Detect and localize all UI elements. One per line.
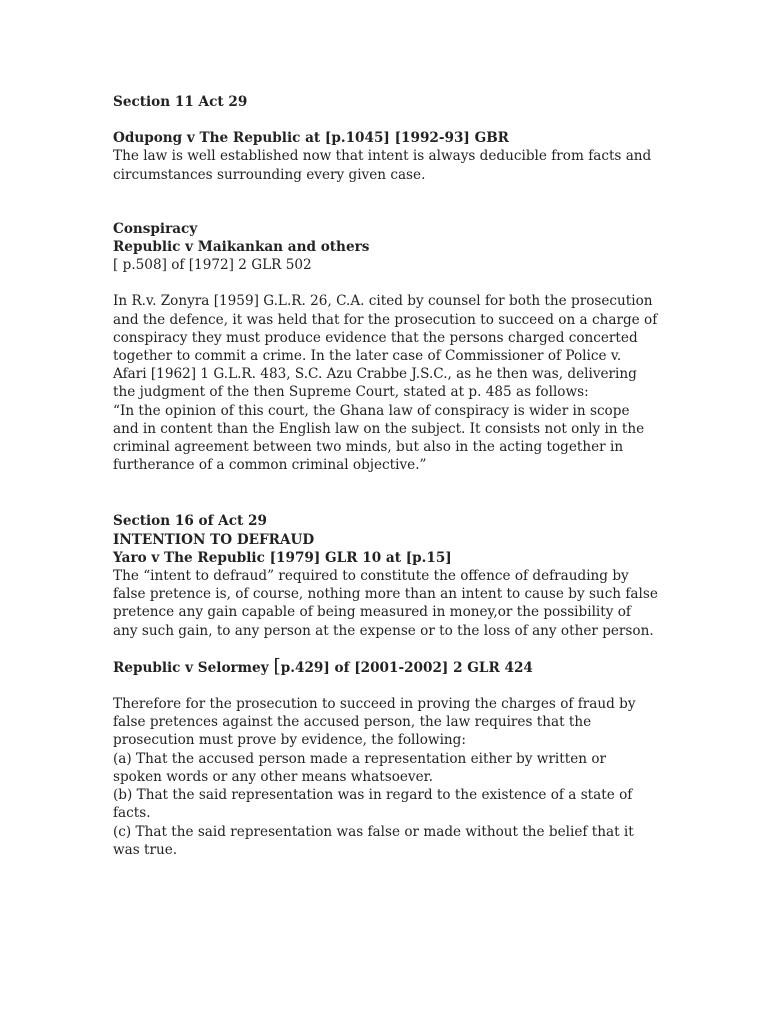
intention-heading: INTENTION TO DEFRAUD bbox=[113, 531, 315, 548]
list-item-b: (b) That the said representation was in regard to the existence of a state of facts. bbox=[113, 787, 633, 822]
odupong-case-title: Odupong v The Republic at [p.1045] [1992-93] GBR bbox=[113, 130, 509, 147]
odupong-paragraph: The law is well established now that intent is always deducible from facts and circumstances surrounding every given case. bbox=[113, 148, 652, 183]
section-11-heading: Section 11 Act 29 bbox=[113, 94, 248, 110]
yaro-case-title: Yaro v The Republic [1979] GLR 10 at [p.15] bbox=[113, 549, 452, 566]
yaro-paragraph: The “intent to defraud” required to constitute the offence of defrauding by false pretence is, of course, nothing more than an intent to cause by such false pretence any gain capable of being measured in money,or the possibility of any such gain, to any person at the expense or to the loss of any other person. bbox=[113, 568, 658, 639]
maikankan-citation: [ p.508] of [1972] 2 GLR 502 bbox=[113, 257, 312, 274]
maikankan-case-title: Republic v Maikankan and others bbox=[113, 239, 370, 256]
conspiracy-quote: “In the opinion of this court, the Ghana law of conspiracy is wider in scope and in content than the English law on the subject. It consists not only in the criminal agreement between two minds, but also in the acting together in furtherance of a common criminal objective.” bbox=[113, 402, 645, 474]
selormey-intro: Therefore for the prosecution to succeed in proving the charges of fraud by false pretences against the accused person, the law requires that the prosecution must prove by evidence, the following: bbox=[113, 696, 636, 749]
selormey-case-title: Republic v Selormey [p.429] of [2001-2002] 2 GLR 424 bbox=[113, 654, 533, 677]
list-item-a: (a) That the accused person made a representation either by written or spoken words or any other means whatsoever. bbox=[113, 750, 607, 785]
list-item-c: (c) That the said representation was false or made without the belief that it was true. bbox=[113, 823, 634, 858]
section-16-heading: Section 16 of Act 29 bbox=[113, 513, 267, 530]
conspiracy-paragraph: In R.v. Zonyra [1959] G.L.R. 26, C.A. cited by counsel for both the prosecution and the defence, it was held that for the prosecution to succeed on a charge of conspiracy they must produce evidence that the persons charged concerted together to commit a crime. In the later case of Commissioner of Police v. Afari [1962] 1 G.L.R. 483, S.C. Azu Crabbe J.S.C., as he then was, delivering the judgment of the then Supreme Court, stated at p. 485 as follows: bbox=[113, 293, 658, 401]
conspiracy-heading: Conspiracy bbox=[113, 220, 198, 237]
document-page bbox=[113, 93, 658, 859]
